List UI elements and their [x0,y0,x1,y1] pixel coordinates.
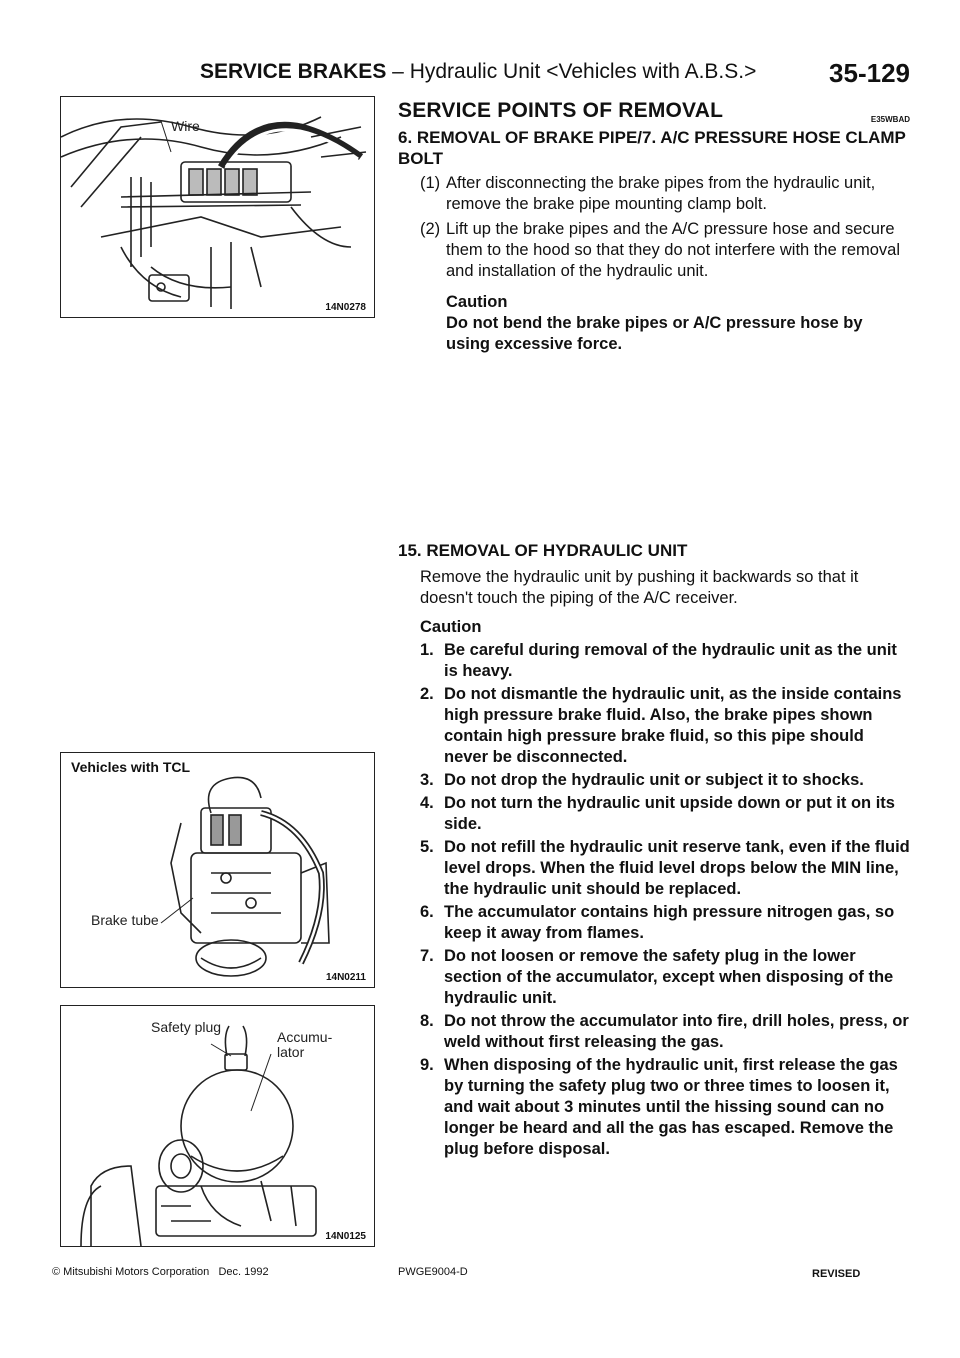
safety-plug-callout: Safety plug [151,1019,222,1035]
figure-brake-pipe-clamp [60,96,375,318]
step-number: (2) [420,220,441,238]
caution-item: 1. Be careful during removal of the hydraulic unit as the unit is heavy. [420,641,897,680]
caution-item: 3. Do not drop the hydraulic unit or subject it to shocks. [420,771,864,789]
item-15-text: Remove the hydraulic unit by pushing it backwards so that it doesn't touch the piping of the A/C receiver. [420,568,859,607]
caution-heading: Caution [446,293,508,311]
wire-callout: Wire [171,118,200,134]
section-code: E35WBAD [870,115,910,124]
item-15-title: 15. REMOVAL OF HYDRAULIC UNIT [398,541,688,560]
step-text: Lift up the brake pipes and the A/C pressure hose and secure them to the hood so that they do not interfere with the removal and installation of the hydraulic unit. [446,220,901,280]
caution-item: 8. Do not throw the accumulator into fire, drill holes, press, or weld without first releasing the gas. [420,1012,909,1051]
figure-code: 14N0211 [325,972,366,983]
step-number: (1) [420,174,441,192]
item-15-section [398,540,910,1162]
figure-code: 14N0278 [325,302,366,313]
section-title: SERVICE POINTS OF REMOVAL [398,99,724,122]
step-text: After disconnecting the brake pipes from the hydraulic unit, remove the brake pipe mounting clamp bolt. [446,174,876,213]
header-title-subject: Hydraulic Unit <Vehicles with A.B.S.> [409,60,757,83]
page-header [200,58,910,90]
service-points-section [398,100,910,355]
item-6-step-2 [420,219,910,282]
caution-item: 6. The accumulator contains high pressure nitrogen gas, so keep it away from flames. [420,903,895,942]
page-number: 35-129 [829,58,910,88]
item-6-title: 6. REMOVAL OF BRAKE PIPE/7. A/C PRESSURE HOSE CLAMP BOLT [398,128,906,168]
accumulator-callout: Accumu- lator [277,1029,333,1060]
item-6-caution [420,292,910,355]
caution-item: 5. Do not refill the hydraulic unit reserve tank, even if the fluid level drops. When the fluid level drops below the MIN line, the hydraulic unit should be replaced. [420,838,910,898]
header-title-bold: SERVICE BRAKES [200,60,387,83]
header-title-separator: – [386,60,410,83]
header-title [200,60,756,84]
footer-copyright: © Mitsubishi Motors Corporation Dec. 1992 [52,1266,269,1278]
caution-item: 9. When disposing of the hydraulic unit, first release the gas by turning the safety plug two or three times to loosen it, and wait about 3 minutes until the hissing sound can no longer be heard and all the gas has escaped. Remove the plug before disposal. [420,1056,898,1158]
caution-text: Do not bend the brake pipes or A/C pressure hose by using excessive force. [446,314,863,353]
caution-heading: Caution [420,618,482,636]
figure-code: 14N0125 [325,1231,366,1242]
brake-tube-callout: Brake tube [91,912,159,928]
caution-item: 2. Do not dismantle the hydraulic unit, as the inside contains high pressure brake fluid. Also, the brake pipes shown contain high pressure brake fluid, so this pipe should never be disconnected. [420,685,902,766]
figure-hydraulic-unit-tcl [60,752,375,988]
caution-list [420,640,910,1160]
item-6-body [398,173,910,355]
footer-revised: REVISED [812,1268,861,1280]
figure-accumulator [60,1005,375,1247]
figure-label: Vehicles with TCL [71,759,191,775]
item-15-body [398,567,910,1160]
caution-item: 4. Do not turn the hydraulic unit upside down or put it on its side. [420,794,895,833]
item-6-step-1 [420,173,910,215]
section-heading [398,99,910,124]
footer-document-code: PWGE9004-D [398,1266,468,1278]
engine-bay-illustration [61,97,374,317]
caution-item: 7. Do not loosen or remove the safety plug in the lower section of the accumulator, except when disposing of the hydraulic unit. [420,947,894,1007]
hydraulic-unit-illustration [61,753,374,987]
